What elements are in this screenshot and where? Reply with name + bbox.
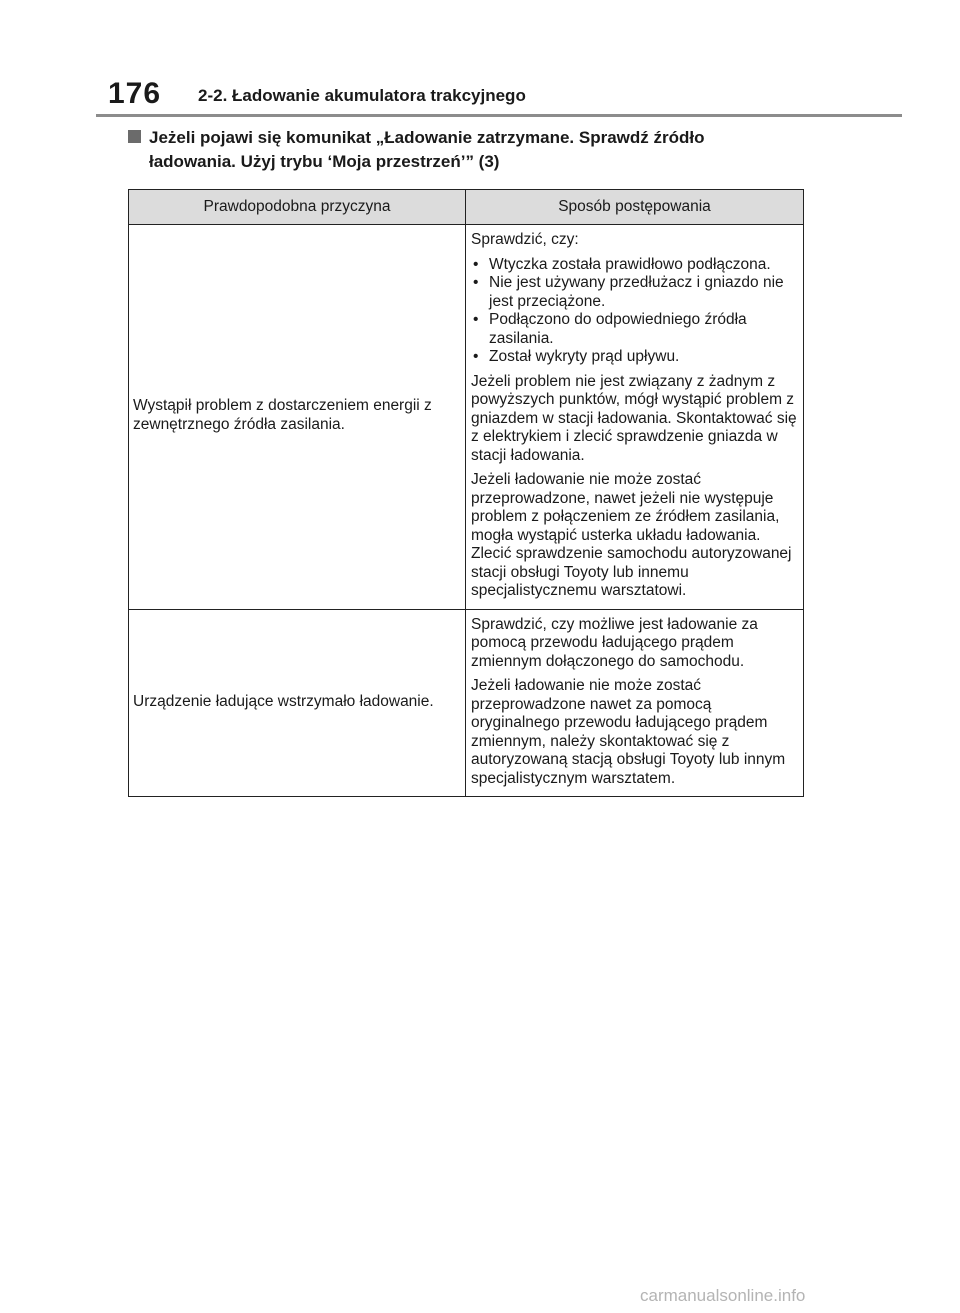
table-row [129,609,804,797]
page-number: 176 [108,77,162,110]
solution-cell [466,609,804,797]
solution-intro: Sprawdzić, czy: [471,231,579,248]
table-row [129,225,804,610]
solution-paragraph: Jeżeli problem nie jest związany z żadnym z powyższych punktów, mógł wystąpić problem z gniazdem w stacji ładowania. Skontaktować się z elektrykiem i zlecić sprawdzenie gniazda w stacji ładowania. [471,372,797,464]
list-item-text: Został wykryty prąd upływu. [489,348,680,365]
cause-cell: Urządzenie ładujące wstrzymało ładowanie. [129,609,466,797]
bullet-icon: • [473,348,479,365]
list-item [471,256,800,275]
table-header-row [129,190,804,225]
list-item [471,311,800,348]
bullet-icon: • [473,255,479,273]
header-rule [96,114,902,117]
list-item-text: Nie jest używany przedłużacz i gniazdo nie jest przeciążone. [489,274,784,310]
chapter-title: 2-2. Ładowanie akumulatora trakcyjnego [198,86,526,105]
square-bullet-icon [128,130,141,143]
solution-cell [466,225,804,610]
bullet-icon: • [473,274,479,291]
list-item-text: Podłączono do odpowiedniego źródła zasilania. [489,311,747,347]
troubleshooting-table [128,189,804,797]
cause-cell: Wystąpił problem z dostarczeniem energii z zewnętrznego źródła zasilania. [129,225,466,610]
list-item [471,274,800,311]
list-item-text: Wtyczka została prawidłowo podłączona. [489,255,771,273]
solution-paragraph: Jeżeli ładowanie nie może zostać przeprowadzone, nawet jeżeli nie występuje problem z połączeniem ze źródłem zasilania, mogła wystąpić usterka układu ładowania. Zlecić sprawdzenie samochodu autoryzowanej stacji obsługi Toyoty lub innemu specjalistycznemu warsztatowi. [471,471,792,599]
section-heading-line2: ładowania. Użyj trybu ‘Moja przestrzeń’” (3) [149,152,500,171]
column-header-cause: Prawdopodobna przyczyna [129,190,466,225]
check-list [471,256,800,367]
section-heading [128,126,818,174]
list-item [471,348,800,367]
section-heading-line1: Jeżeli pojawi się komunikat „Ładowanie zatrzymane. Sprawdź źródło [149,128,705,147]
solution-paragraph: Jeżeli ładowanie nie może zostać przeprowadzone nawet za pomocą oryginalnego przewodu ładującego prądem zmiennym, należy skontaktować się z autoryzowaną stacją obsługi Toyoty lub innym specjalistycznym warsztatem. [471,677,786,787]
column-header-solution: Sposób postępowania [466,190,804,225]
solution-paragraph: Sprawdzić, czy możliwe jest ładowanie za pomocą przewodu ładującego prądem zmiennym dołączonego do samochodu. [471,615,758,670]
bullet-icon: • [473,311,479,328]
watermark: carmanualsonline.info [640,1286,806,1305]
